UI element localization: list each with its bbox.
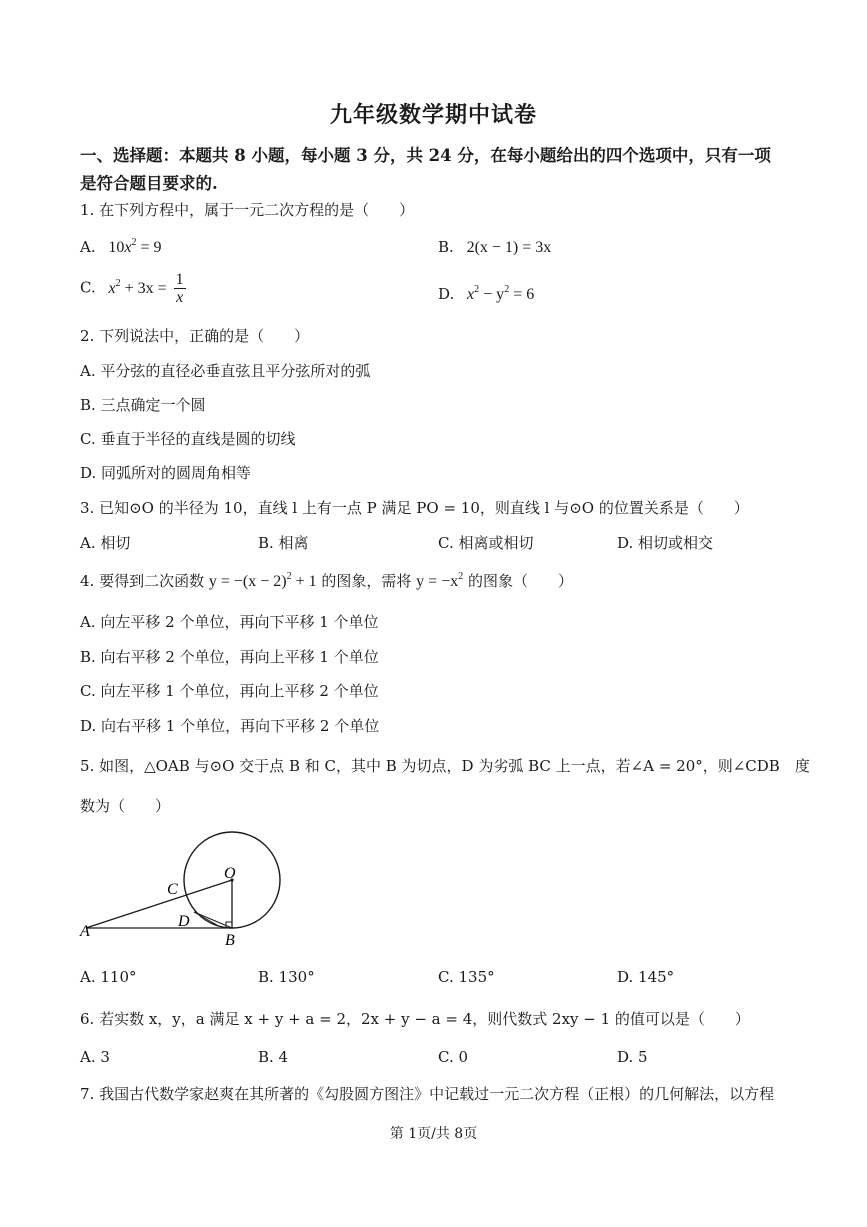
page-title: 九年级数学期中试卷	[329, 102, 537, 128]
option-label: C.	[80, 278, 96, 297]
question-5-stem-line1: 5. 如图，△OAB 与⊙O 交于点 B 和 C，其中 B 为切点，D 为劣弧 BC 上一点，若∠A = 20°，则∠CDB 度	[80, 757, 810, 775]
q3-option-a: A. 相切	[80, 534, 131, 552]
q1-b-formula: 2(x − 1) = 3x	[466, 239, 552, 256]
q1-d-mid: − y	[479, 286, 505, 303]
question-1-stem: 1. 在下列方程中，属于一元二次方程的是（ ）	[80, 201, 415, 219]
q4-formula1: y = −(x − 2)	[208, 573, 287, 590]
q4-stem-post: 的图象（ ）	[463, 572, 573, 590]
label-c: C	[167, 881, 178, 898]
q5-option-a: A. 110°	[80, 968, 137, 986]
fraction-denominator: x	[176, 289, 184, 306]
q4-target-function	[209, 573, 317, 590]
section-heading-line1: 一、选择题：本题共 8 小题，每小题 3 分，共 24 分，在每小题给出的四个选项中，只有一项	[80, 146, 771, 165]
q1-option-c	[80, 272, 186, 306]
q1-a-var: x	[124, 239, 132, 256]
q6-option-d: D. 5	[617, 1048, 648, 1066]
page-footer: 第 1页/共 8页	[389, 1126, 478, 1142]
section-heading-line2: 是符合题目要求的.	[80, 174, 218, 193]
question-4-stem	[80, 570, 573, 591]
label-o: O	[224, 865, 236, 882]
q4-formula1-post: + 1	[291, 573, 317, 590]
q4-formula1-exp: 2	[286, 571, 292, 582]
q1-a-coef: 10	[108, 239, 125, 256]
q1-c-exp: 2	[115, 277, 121, 289]
q1-d-var: x	[467, 286, 475, 303]
q5-option-c: C. 135°	[438, 968, 495, 986]
q6-option-c: C. 0	[438, 1048, 469, 1066]
q4-option-d: D. 向右平移 1 个单位，再向下平移 2 个单位	[80, 717, 380, 735]
q4-option-b: B. 向右平移 2 个单位，再向上平移 1 个单位	[80, 648, 379, 666]
q4-formula2-exp: 2	[458, 571, 464, 582]
q6-option-a: A. 3	[80, 1048, 110, 1066]
label-b: B	[225, 932, 235, 949]
q1-d-exp2: 2	[504, 284, 510, 295]
q4-stem-pre: 4. 要得到二次函数	[80, 572, 209, 590]
q4-option-a: A. 向左平移 2 个单位，再向下平移 1 个单位	[80, 613, 379, 631]
q5-option-d: D. 145°	[617, 968, 675, 986]
segment-db	[194, 912, 232, 928]
label-d: D	[178, 913, 190, 930]
option-label: D.	[438, 285, 455, 303]
option-label: B.	[438, 238, 454, 256]
q4-source-function	[416, 573, 463, 590]
q4-option-c: C. 向左平移 1 个单位，再向上平移 2 个单位	[80, 682, 379, 700]
q1-d-exp1: 2	[474, 284, 480, 295]
q2-option-b: B. 三点确定一个圆	[80, 396, 206, 414]
q4-stem-mid: 的图象，需将	[316, 572, 417, 590]
option-label: A.	[80, 238, 96, 256]
q3-option-c: C. 相离或相切	[438, 534, 534, 552]
q1-d-rhs: = 6	[509, 286, 535, 303]
fraction-numerator: 1	[175, 271, 184, 288]
q5-geometry-figure	[70, 820, 300, 955]
q3-option-b: B. 相离	[258, 534, 309, 552]
q6-option-b: B. 4	[258, 1048, 289, 1066]
q2-option-c: C. 垂直于半径的直线是圆的切线	[80, 430, 296, 448]
q1-a-exp: 2	[131, 237, 137, 248]
q1-c-var: x	[108, 279, 116, 297]
q2-option-d: D. 同弧所对的圆周角相等	[80, 464, 252, 482]
q1-c-fraction	[174, 272, 186, 306]
question-3-stem: 3. 已知⊙O 的半径为 10，直线 l 上有一点 P 满足 PO = 10，则直线 l 与⊙O 的位置关系是（ ）	[80, 499, 749, 517]
q1-option-d	[438, 285, 534, 304]
question-2-stem: 2. 下列说法中，正确的是（ ）	[80, 327, 310, 345]
question-7-stem: 7. 我国古代数学家赵爽在其所著的《勾股圆方图注》中记载过一元二次方程（正根）的几何解法，以方程	[80, 1085, 775, 1103]
question-5-stem-line2: 数为（ ）	[80, 797, 171, 815]
q2-option-a: A. 平分弦的直径必垂直弦且平分弦所对的弧	[80, 362, 371, 380]
q4-formula2: y = −x	[416, 573, 459, 590]
q5-option-b: B. 130°	[258, 968, 315, 986]
q1-option-a	[80, 238, 162, 257]
q3-option-d: D. 相切或相交	[617, 534, 714, 552]
q1-a-rhs: = 9	[136, 239, 162, 256]
question-6-stem: 6. 若实数 x，y，a 满足 x + y + a = 2，2x + y − a = 4，则代数式 2xy − 1 的值可以是（ ）	[80, 1010, 750, 1028]
q1-option-b	[438, 238, 551, 257]
label-a: A	[80, 923, 90, 940]
q1-c-mid: + 3x =	[120, 279, 171, 297]
